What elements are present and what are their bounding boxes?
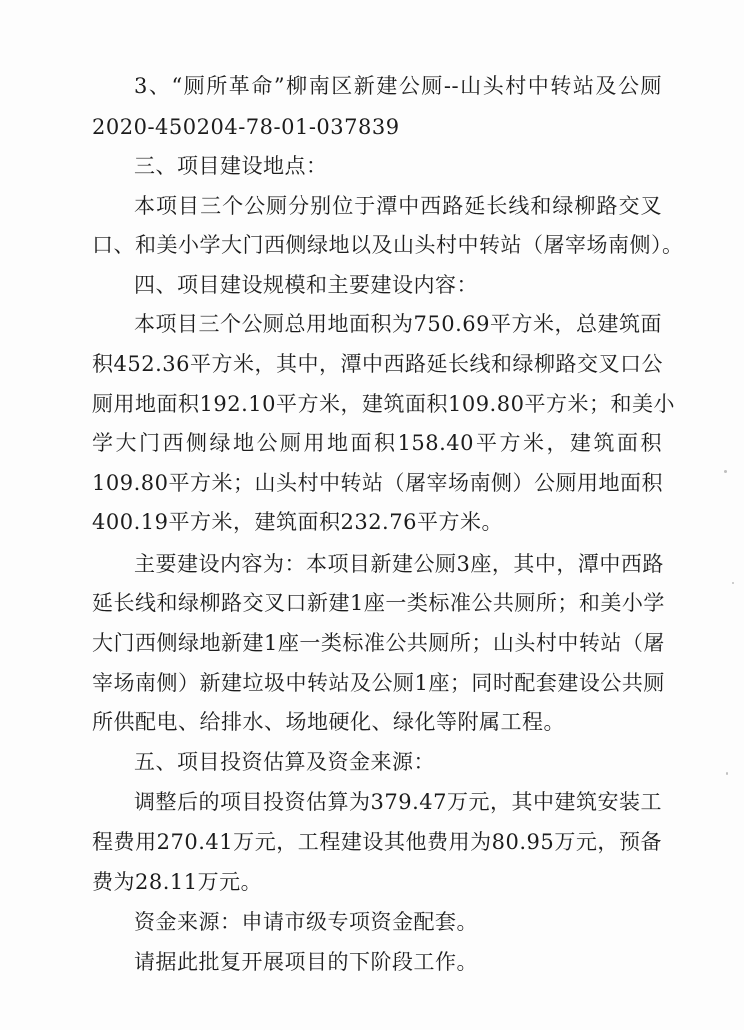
doc-line-project-3-title: 3、“厕所革命”柳南区新建公厕--山头村中转站及公厕 (134, 74, 662, 98)
doc-line-location-2: 口、和美小学大门西侧绿地以及山头村中转站（屠宰场南侧）。 (92, 233, 684, 257)
doc-line-investment-1: 调整后的项目投资估算为379.47万元，其中建筑安装工 (134, 790, 662, 814)
doc-line-closing: 请据此批复开展项目的下阶段工作。 (134, 950, 478, 974)
section-heading-scale: 四、项目建设规模和主要建设内容： (134, 273, 478, 297)
doc-line-scale-5: 109.80平方米；山头村中转站（屠宰场南侧）公厕用地面积 (92, 471, 663, 495)
scan-speck (724, 470, 727, 473)
doc-line-funding-source: 资金来源：申请市级专项资金配套。 (134, 910, 478, 934)
doc-line-project-code: 2020-450204-78-01-037839 (92, 115, 400, 139)
doc-line-scale-4: 学大门西侧绿地公厕用地面积158.40平方米，建筑面积 (92, 431, 662, 455)
doc-line-content-3: 大门西侧绿地新建1座一类标准公共厕所；山头村中转站（屠 (92, 631, 665, 655)
doc-line-content-2: 延长线和绿柳路交叉口新建1座一类标准公共厕所；和美小学 (92, 591, 665, 615)
doc-line-content-5: 所供配电、给排水、场地硬化、绿化等附属工程。 (92, 710, 565, 734)
scan-speck (732, 582, 734, 584)
doc-line-investment-3: 费为28.11万元。 (92, 870, 263, 894)
doc-line-scale-6: 400.19平方米，建筑面积232.76平方米。 (92, 510, 503, 534)
doc-line-scale-1: 本项目三个公厕总用地面积为750.69平方米，总建筑面 (134, 312, 662, 336)
doc-line-content-1: 主要建设内容为：本项目新建公厕3座，其中，潭中西路 (134, 552, 664, 576)
section-heading-investment: 五、项目投资估算及资金来源： (134, 750, 435, 774)
doc-line-location-1: 本项目三个公厕分别位于潭中西路延长线和绿柳路交叉 (134, 194, 662, 218)
doc-line-scale-3: 厕用地面积192.10平方米，建筑面积109.80平方米；和美小 (92, 392, 675, 416)
scan-speck (726, 772, 728, 775)
doc-line-investment-2: 程费用270.41万元，工程建设其他费用为80.95万元，预备 (92, 830, 662, 854)
doc-line-content-4: 宰场南侧）新建垃圾中转站及公厕1座；同时配套建设公共厕 (92, 671, 665, 695)
section-heading-location: 三、项目建设地点： (134, 154, 328, 178)
doc-line-scale-2: 积452.36平方米，其中，潭中西路延长线和绿柳路交叉口公 (92, 352, 663, 376)
